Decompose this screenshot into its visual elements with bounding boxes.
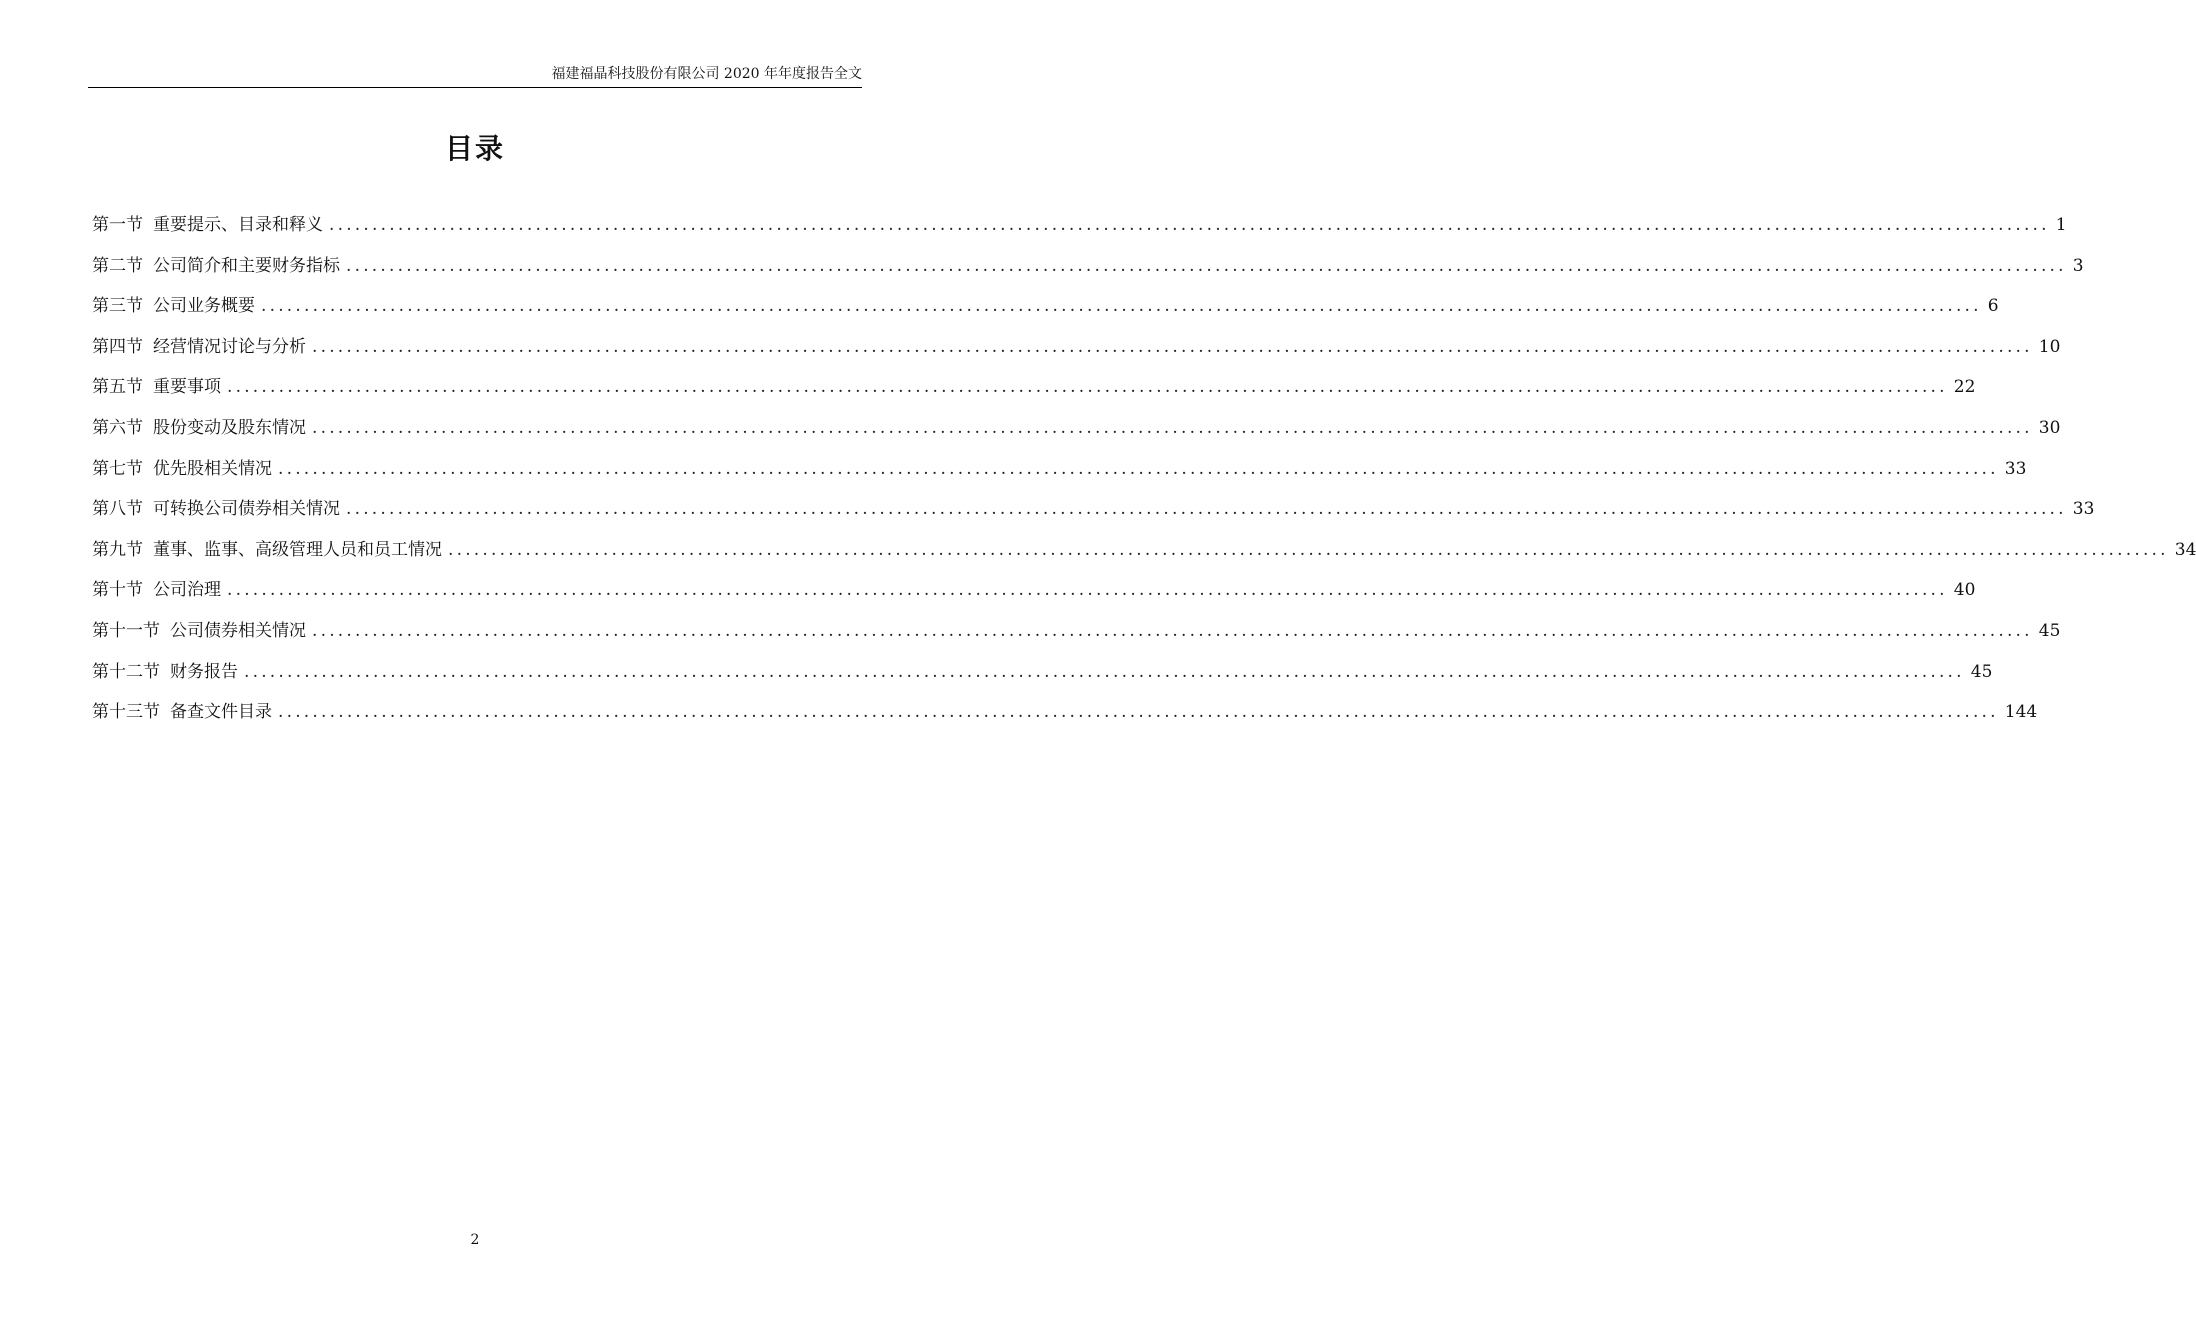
toc-section-name: 公司简介和主要财务指标: [153, 255, 340, 276]
toc-page-number: 45: [1970, 661, 1993, 682]
toc-section-name: 董事、监事、高级管理人员和员工情况: [153, 539, 442, 560]
toc-page-number: 1: [2055, 215, 2067, 235]
toc-entry[interactable]: [92, 414, 2061, 455]
toc-entry[interactable]: [92, 495, 2095, 536]
toc-section-number: 第七节: [92, 458, 143, 479]
toc-section-name: 公司治理: [153, 580, 221, 601]
page-number: 2: [470, 1232, 480, 1248]
toc-leader-dots: ........................................................................................................................................................................................................: [227, 377, 1948, 398]
toc-entry[interactable]: [92, 455, 2027, 496]
toc-page-number: 3: [2072, 255, 2084, 276]
table-of-contents: [92, 211, 2196, 739]
toc-page-number: 45: [2038, 620, 2061, 641]
toc-page-number: 22: [1953, 377, 1976, 398]
toc-entry[interactable]: [92, 576, 1976, 617]
header-text: 福建福晶科技股份有限公司 2020 年年度报告全文: [551, 66, 862, 82]
toc-section-number: 第十节: [92, 580, 143, 601]
toc-leader-dots: ........................................................................................................................................................................................................: [329, 215, 2050, 235]
toc-section-number: 第三节: [92, 296, 143, 317]
toc-section-number: 第六节: [92, 417, 143, 438]
toc-section-number: 第十一节: [92, 620, 160, 641]
toc-leader-dots: ........................................................................................................................................................................................................: [312, 417, 2033, 438]
toc-leader-dots: ........................................................................................................................................................................................................: [278, 458, 1999, 479]
toc-page-number: 33: [2004, 458, 2027, 479]
toc-section-number: 第八节: [92, 499, 143, 520]
toc-section-name: 公司业务概要: [153, 296, 255, 317]
toc-page-number: 40: [1953, 580, 1976, 601]
page-header: [88, 62, 862, 88]
toc-section-number: 第十三节: [92, 702, 160, 723]
toc-section-number: 第五节: [92, 377, 143, 398]
toc-leader-dots: ........................................................................................................................................................................................................: [278, 702, 1999, 723]
toc-leader-dots: ........................................................................................................................................................................................................: [312, 336, 2033, 357]
toc-entry[interactable]: [92, 292, 1999, 333]
toc-section-name: 可转换公司债券相关情况: [153, 499, 340, 520]
toc-page-number: 144: [2004, 702, 2038, 723]
toc-leader-dots: ........................................................................................................................................................................................................: [261, 296, 1982, 317]
toc-entry[interactable]: [92, 617, 2061, 658]
toc-entry[interactable]: [92, 252, 2084, 293]
toc-section-name: 股份变动及股东情况: [153, 417, 306, 438]
toc-leader-dots: ........................................................................................................................................................................................................: [312, 620, 2033, 641]
toc-page-number: 30: [2038, 417, 2061, 438]
toc-page-number: 6: [1987, 296, 1999, 317]
toc-leader-dots: ........................................................................................................................................................................................................: [448, 539, 2169, 560]
toc-section-number: 第九节: [92, 539, 143, 560]
toc-leader-dots: ........................................................................................................................................................................................................: [346, 255, 2067, 276]
toc-entry[interactable]: [92, 658, 1993, 699]
toc-leader-dots: ........................................................................................................................................................................................................: [227, 580, 1948, 601]
toc-section-number: 第二节: [92, 255, 143, 276]
toc-entry[interactable]: [92, 373, 1976, 414]
toc-section-number: 第十二节: [92, 661, 160, 682]
toc-entry[interactable]: [92, 211, 2067, 252]
toc-section-name: 重要提示、目录和释义: [153, 215, 323, 235]
toc-section-name: 公司债券相关情况: [170, 620, 306, 641]
toc-section-name: 重要事项: [153, 377, 221, 398]
toc-entry[interactable]: [92, 333, 2061, 374]
toc-section-name: 备查文件目录: [170, 702, 272, 723]
toc-section-name: 财务报告: [170, 661, 238, 682]
toc-section-name: 优先股相关情况: [153, 458, 272, 479]
toc-section-name: 经营情况讨论与分析: [153, 336, 306, 357]
toc-leader-dots: ........................................................................................................................................................................................................: [244, 661, 1965, 682]
toc-page-number: 33: [2072, 499, 2095, 520]
toc-entry[interactable]: [92, 698, 2038, 739]
toc-section-number: 第一节: [92, 215, 143, 235]
toc-entry[interactable]: [92, 536, 2196, 577]
toc-page-number: 10: [2038, 336, 2061, 357]
toc-page-number: 34: [2174, 539, 2196, 560]
toc-leader-dots: ........................................................................................................................................................................................................: [346, 499, 2067, 520]
toc-title: 目录: [444, 132, 505, 165]
toc-section-number: 第四节: [92, 336, 143, 357]
